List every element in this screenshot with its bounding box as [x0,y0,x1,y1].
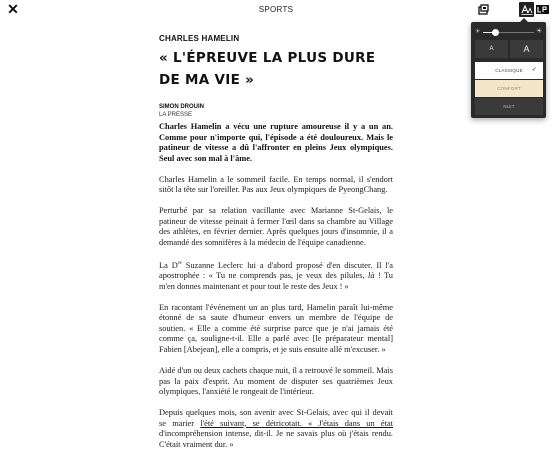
close-icon: ✕ [7,1,19,17]
share-icon [478,4,489,15]
text-run: Depuis quelques mois, son avenir avec St-Gelais, avec qui il devait se marier [159,408,393,428]
paragraph [159,259,393,293]
paragraph: Aidé d'un ou deux cachets chaque nuit, il a retrouvé le sommeil. Mais pas la paix d'esprit. Au moment de disputer ses quatrièmes Jeux olympiques, l'anxiété le rongeait de l'intérieur. [159,365,393,397]
paragraph: Charles Hamelin a le sommeil facile. En temps normal, il s'endort sitôt la tête sur l'oreiller. Pas aux Jeux olympiques de PyeongChang. [159,174,393,195]
article-headline [159,47,399,91]
top-bar [0,0,552,20]
publication-name: LA PRESSE [159,112,193,118]
text-settings-icon [521,4,533,15]
emphasis: là [368,271,375,281]
theme-classic-label: CLASSIQUE [495,68,523,73]
theme-comfort-button[interactable]: CONFORT [475,80,543,97]
text-settings-popover [471,22,546,118]
text-run: Suzanne Leclerc lui a d'abord proposé d'en discuter. Il l'a apostrophée : « Tu ne comprends pas, je veux des pilules, [159,260,393,281]
text-run: La D [159,260,178,270]
text-run: ! Tu m'en donnes maintenant et pour tout le reste des Jeux ! » [159,271,393,291]
brightness-high-icon: ☀ [536,28,543,35]
decrease-font-button[interactable]: A [475,40,508,58]
brightness-slider-thumb[interactable] [492,29,499,36]
lp-logo-icon [536,4,549,15]
superscript: re [177,260,182,266]
headline-line-2: DE MA VIE » [159,72,255,88]
share-button[interactable] [476,2,491,17]
headline-line-1: « L'ÉPREUVE LA PLUS DURE [159,50,376,66]
checkmark-icon: ✓ [531,67,537,73]
section-title: SPORTS [258,5,294,14]
paragraph [159,408,393,450]
theme-classic-button[interactable] [475,62,543,79]
theme-night-button[interactable]: NUIT [475,98,543,115]
brightness-low-icon: ☀ [475,29,481,35]
paragraph: Perturbé par sa relation vacillante avec Marianne St-Gelais, le patineur de vitesse peinait à fermer l'œil dans sa chambre au Village des athlètes, en février dernier. Après quelques jours d'insomnie, il a demandé des somnifères à la médecin de l'équipe canadienne. [159,206,393,247]
article-kicker: CHARLES HAMELIN [159,34,240,43]
paragraph: En racontant l'événement un an plus tard, Hamelin paraît lui-même étonné de sa saute d'humeur envers un membre de l'équipe de soutien. « Elle a comme été surprise parce que je n'ai jamais été comme ça, souligne-t-il. Elle a parlé avec [le préparateur mental] Fabien [Abejean], elle a compris, et je suis ensuite allé m'excuser. » [159,302,393,355]
increase-font-button[interactable]: A [510,40,543,58]
text-settings-button[interactable] [519,2,534,17]
text-run: d'incompréhension intense, dit-il. Je ne savais plus où j'étais rendu. C'était vraiment dur. » [159,429,393,449]
underlined-text: l'été suivant, se détricotait. « J'étais dans un état [200,418,393,428]
author-name[interactable]: SIMON DROUIN [159,104,204,110]
lp-logo-button[interactable] [535,2,550,17]
article-body [159,122,393,461]
article-lead: Charles Hamelin a vécu une rupture amoureuse il y a un an. Comme pour n'importe qui, l'épisode a été douloureux. Mais le patineur de vitesse a dû l'affronter en pleins Jeux olympiques. Seul avec son mal à l'âme. [159,122,393,163]
